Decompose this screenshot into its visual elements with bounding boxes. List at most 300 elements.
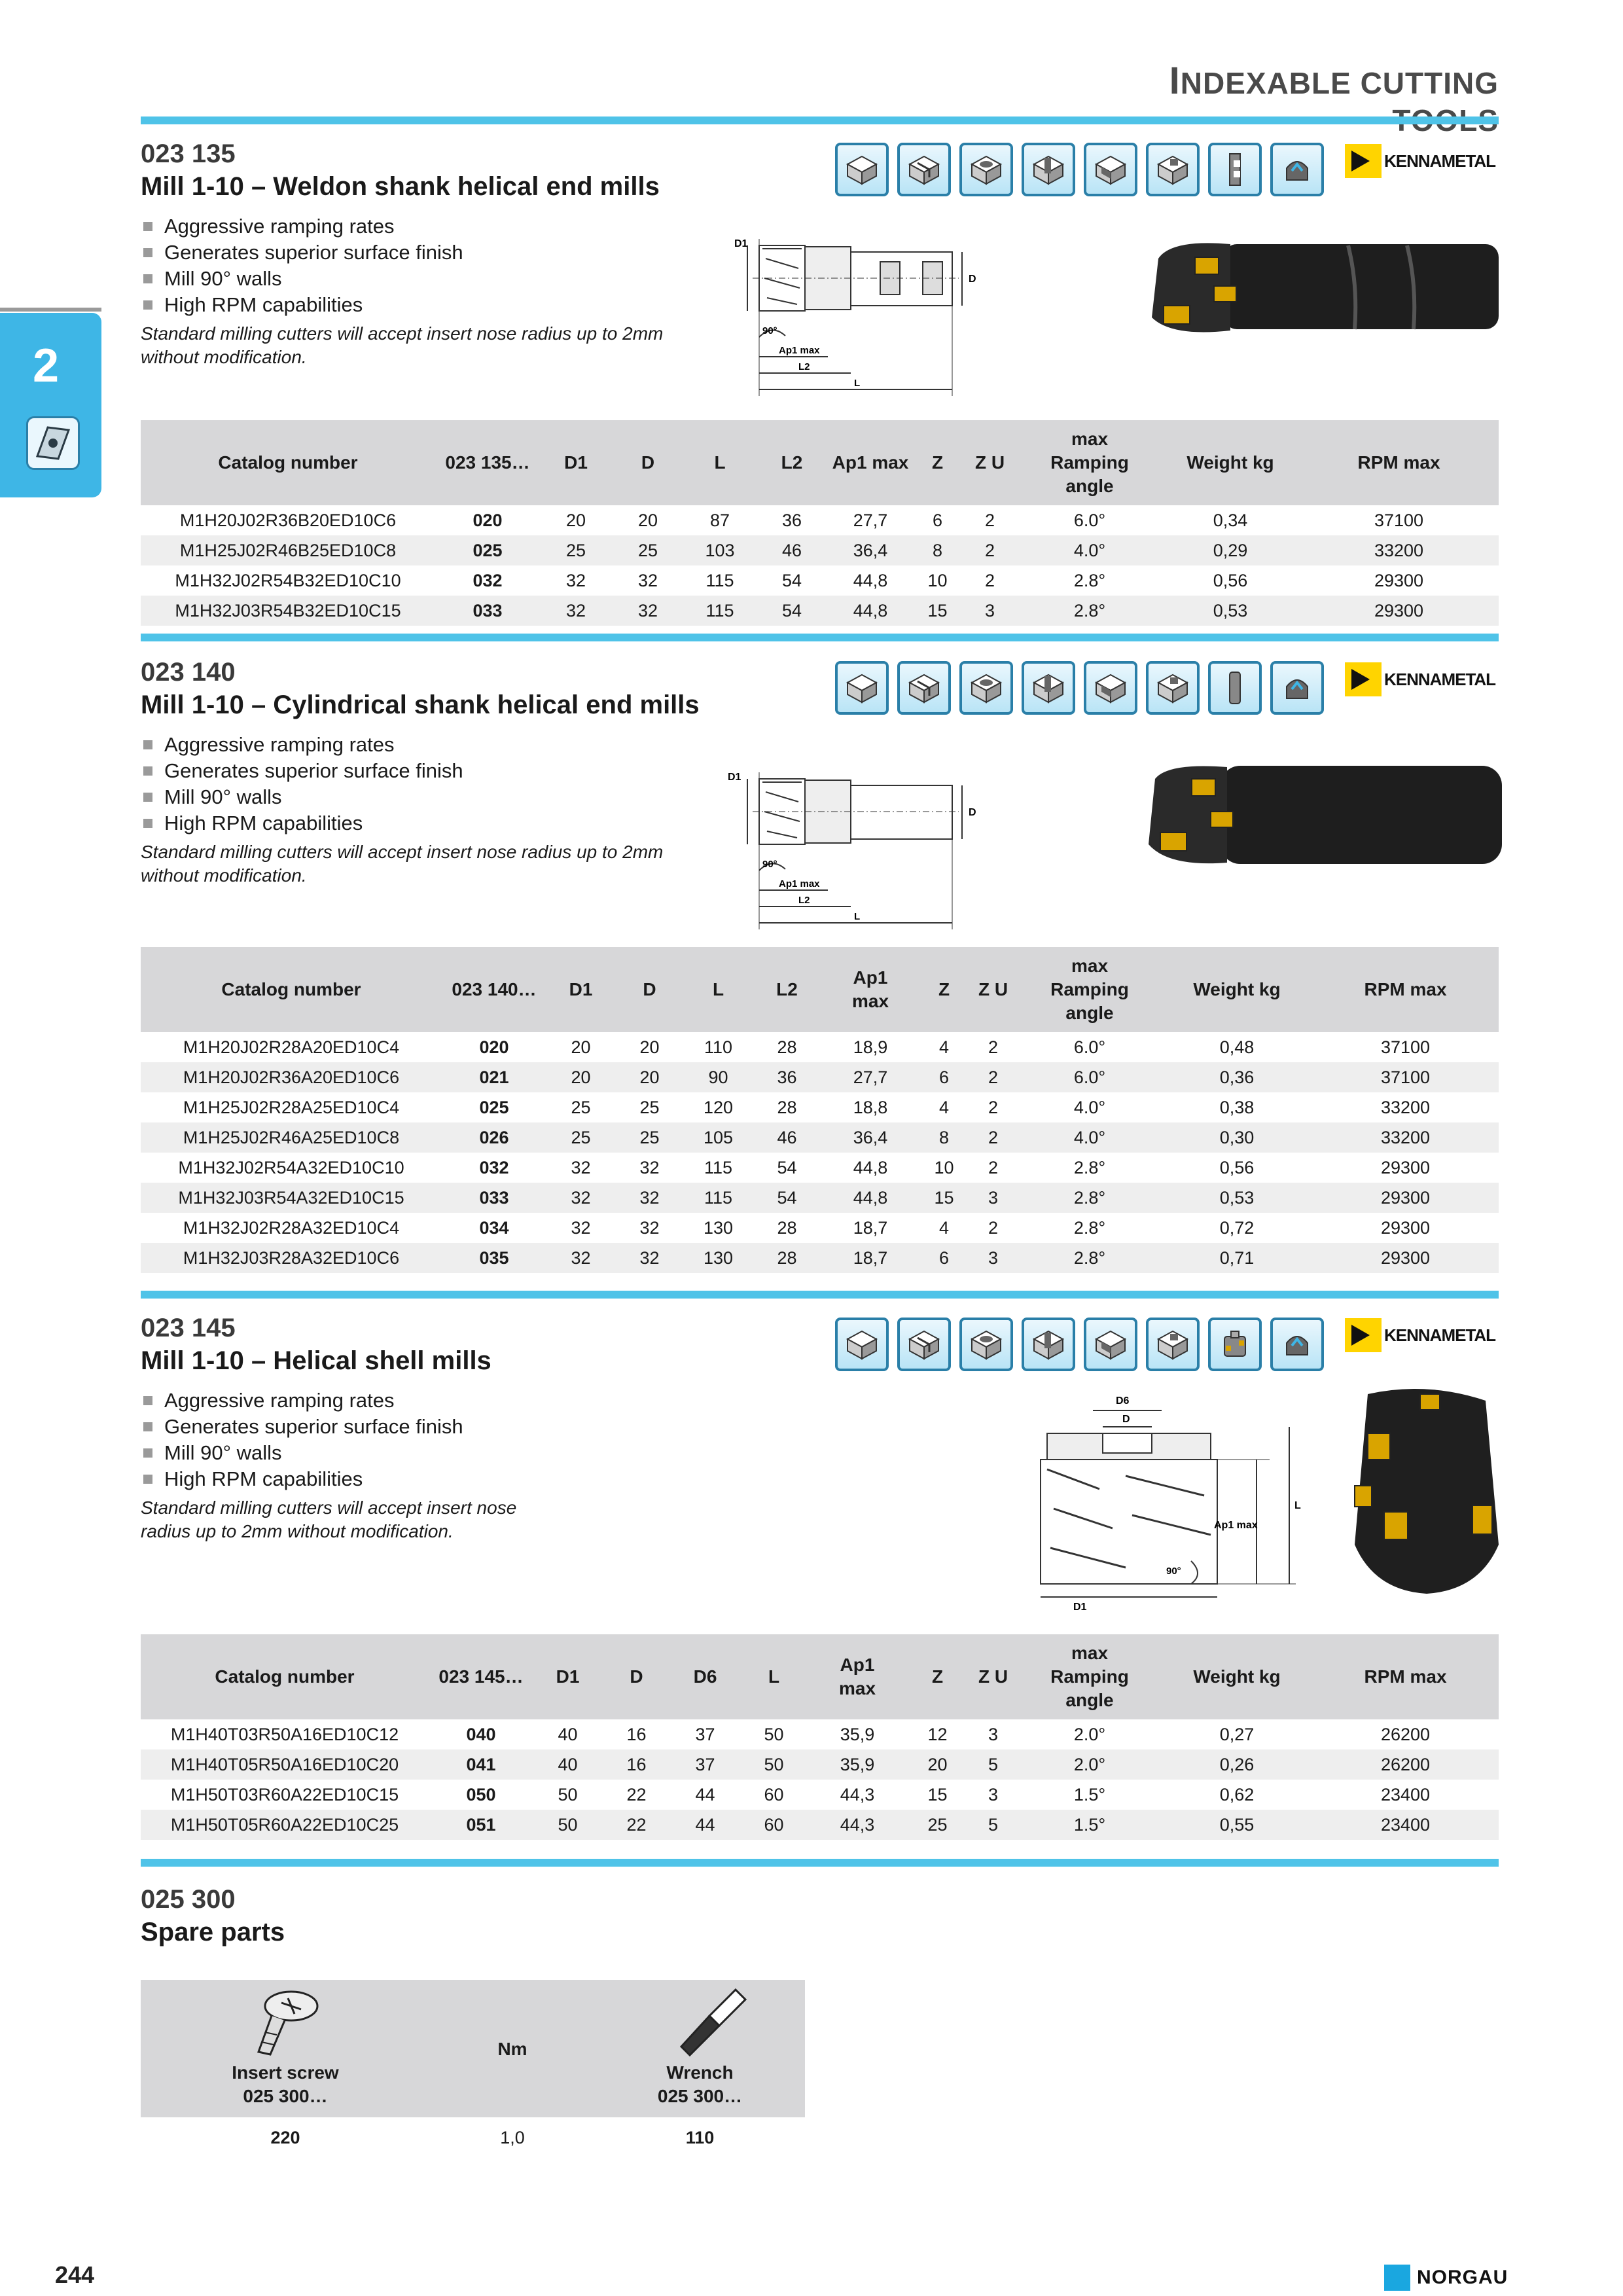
col-d: D [612, 420, 684, 505]
cell: 032 [473, 570, 503, 590]
cell: 44 [671, 1810, 740, 1840]
cell: M1H32J03R54A32ED10C15 [141, 1183, 442, 1213]
cell: 28 [777, 1217, 797, 1238]
operation-icons [835, 661, 1324, 715]
cell: 54 [756, 596, 828, 626]
col-code: 023 145… [429, 1634, 533, 1719]
cell: 0,55 [1162, 1810, 1312, 1840]
cell: 20 [546, 1062, 615, 1092]
cell: 025 [479, 1097, 509, 1117]
cell: M1H32J02R54B32ED10C10 [175, 570, 401, 590]
cell: 8 [919, 1122, 969, 1153]
label-d: D [969, 807, 976, 818]
cell: 25 [639, 1097, 660, 1117]
cell: M1H32J03R54B32ED10C15 [141, 596, 435, 626]
cell: 37100 [1374, 510, 1424, 530]
section-3-title: Mill 1-10 – Helical shell mills [141, 1346, 491, 1375]
cell: 32 [571, 1217, 591, 1238]
cell: 27,7 [821, 1062, 919, 1092]
label-l: L [854, 911, 861, 922]
cell: 15 [913, 596, 962, 626]
table-row [141, 596, 1499, 626]
cell: M1H50T05R60A22ED10C25 [141, 1810, 429, 1840]
section-2-bullets [141, 732, 463, 836]
col-d: D [615, 947, 684, 1032]
slotting-icon [1022, 661, 1075, 715]
cell: 20 [565, 510, 586, 530]
operation-icons [835, 1318, 1324, 1371]
cell: 2 [988, 1217, 999, 1238]
cell: M1H25J02R28A25ED10C4 [183, 1097, 400, 1117]
table-row [141, 1092, 1499, 1122]
cell: 27,7 [853, 510, 888, 530]
col-code: 023 135… [435, 420, 540, 505]
cell: 8 [913, 535, 962, 565]
cell: 46 [756, 535, 828, 565]
cell: 040 [466, 1724, 496, 1744]
cell: 2.8° [1018, 596, 1162, 626]
screw-icon [245, 1986, 324, 2058]
cell: 051 [429, 1810, 533, 1840]
cell: 28 [777, 1037, 797, 1057]
page-header [1106, 59, 1499, 138]
cell: 2.8° [1018, 1183, 1162, 1213]
cell: 32 [615, 1243, 684, 1273]
cell: 041 [429, 1749, 533, 1780]
cell: 36,4 [828, 535, 913, 565]
cell: 15 [927, 1784, 948, 1804]
brand-mark [1345, 144, 1382, 178]
cell: 44 [695, 1784, 715, 1804]
cell: 28 [777, 1097, 797, 1117]
cell: M1H50T03R60A22ED10C15 [170, 1784, 399, 1804]
cell: 20 [637, 510, 658, 530]
shoulder-milling-icon [1084, 143, 1137, 196]
col-d1: D1 [540, 420, 612, 505]
cell: M1H25J02R46B25ED10C8 [141, 535, 435, 565]
cell: 2 [984, 510, 995, 530]
cell: M1H32J03R28A32ED10C6 [141, 1243, 442, 1273]
cell: 22 [626, 1784, 647, 1804]
cell: 026 [442, 1122, 546, 1153]
cell: 103 [684, 535, 756, 565]
cell: 021 [442, 1062, 546, 1092]
cell: 0,34 [1213, 510, 1248, 530]
cell: 16 [602, 1749, 671, 1780]
cell: 35,9 [840, 1724, 875, 1744]
cell: 33200 [1380, 1097, 1431, 1117]
wrench-icon [673, 1983, 752, 2062]
wrench-label: Wrench [666, 2062, 734, 2083]
col-nm: Nm [430, 1980, 595, 2117]
section-3-table [141, 1634, 1499, 1840]
section-3-drawing [995, 1384, 1315, 1610]
cell: 4.0° [1073, 1097, 1106, 1117]
pocketing-icon [959, 143, 1013, 196]
cell: 29300 [1312, 1243, 1499, 1273]
section-1-drawing [733, 232, 1080, 403]
cell: 29300 [1380, 1217, 1431, 1238]
cell: 54 [781, 570, 802, 590]
cell: 44,8 [853, 1157, 888, 1177]
cell: 44,3 [840, 1784, 875, 1804]
cell: 18,9 [853, 1037, 888, 1057]
col-catalog: Catalog number [141, 420, 435, 505]
table-row [141, 1032, 1499, 1062]
cell: 29300 [1374, 570, 1424, 590]
cell: 4.0° [1018, 535, 1162, 565]
col-weight: Weight kg [1162, 1634, 1312, 1719]
cell: 1,0 [500, 2127, 525, 2147]
cell: 22 [602, 1810, 671, 1840]
cell: M1H25J02R46A25ED10C8 [141, 1122, 442, 1153]
col-l2: L2 [756, 420, 828, 505]
shoulder-milling-icon [1084, 1318, 1137, 1371]
cell: 032 [479, 1157, 509, 1177]
section-3-note [141, 1496, 516, 1543]
cell: 25 [571, 1097, 591, 1117]
cell: 18,7 [853, 1217, 888, 1238]
cell: 6.0° [1073, 1037, 1106, 1057]
section-2-photo [1129, 759, 1505, 870]
col-ramping: max Ramping angle [1018, 947, 1162, 1032]
insert-screw-code: 025 300… [243, 2086, 328, 2106]
bullet: Mill 90° walls [141, 1440, 463, 1466]
cell: 0,56 [1213, 570, 1248, 590]
cell: 033 [435, 596, 540, 626]
shell-mill-icon [1208, 1318, 1262, 1371]
chapter-number: 2 [33, 340, 60, 392]
label-d1: D1 [728, 772, 741, 783]
col-wrench [595, 1980, 805, 2117]
pocketing-icon [959, 1318, 1013, 1371]
cell: 32 [639, 1217, 660, 1238]
cell: 130 [703, 1217, 734, 1238]
cell: 6 [919, 1062, 969, 1092]
cell: 25 [906, 1810, 969, 1840]
bullet: Mill 90° walls [141, 266, 463, 292]
cell: 115 [704, 1157, 733, 1177]
cell: 130 [684, 1243, 753, 1273]
ramping-icon [897, 661, 951, 715]
operation-icons [835, 143, 1324, 196]
cell: 25 [615, 1122, 684, 1153]
brand-text: KENNAMETAL [1384, 151, 1496, 171]
col-weight: Weight kg [1162, 420, 1299, 505]
cell: 6 [919, 1243, 969, 1273]
table-row [141, 1183, 1499, 1213]
note-line: Standard milling cutters will accept insert nose radius up to 2mm [141, 842, 664, 862]
slotting-icon [1022, 1318, 1075, 1371]
cell: 20 [615, 1062, 684, 1092]
bullet: High RPM capabilities [141, 292, 463, 318]
brand-mark [1345, 1318, 1382, 1352]
cell: M1H40T05R50A16ED10C20 [141, 1749, 429, 1780]
table-row [141, 1749, 1499, 1780]
cell: M1H32J02R54A32ED10C10 [178, 1157, 404, 1177]
footer-brand [1384, 2265, 1508, 2291]
col-z: Z [919, 947, 969, 1032]
col-l2: L2 [753, 947, 821, 1032]
section-1-bullets [141, 213, 463, 318]
col-l: L [740, 1634, 808, 1719]
table-row [141, 1719, 1499, 1749]
cell: 020 [473, 510, 503, 530]
cell: 120 [703, 1097, 734, 1117]
cell: 1.5° [1018, 1810, 1162, 1840]
brand-text: KENNAMETAL [1384, 669, 1496, 689]
cell: 2 [969, 1062, 1018, 1092]
cell: 4 [938, 1097, 950, 1117]
cell: 50 [558, 1784, 578, 1804]
bullet: Mill 90° walls [141, 784, 463, 810]
cell: 0,26 [1162, 1749, 1312, 1780]
cell: M1H20J02R28A20ED10C4 [183, 1037, 400, 1057]
cell: 12 [927, 1724, 948, 1744]
weldon-shank-icon [1208, 143, 1262, 196]
cell: 32 [612, 596, 684, 626]
cell: 90 [684, 1062, 753, 1092]
cell: 6.0° [1018, 1062, 1162, 1092]
coolant-icon [1270, 1318, 1324, 1371]
label-l: L [1294, 1500, 1301, 1511]
label-d6: D6 [1116, 1395, 1130, 1407]
col-ap1: Ap1 max [828, 420, 913, 505]
cell: 110 [685, 2127, 715, 2147]
cell: 54 [777, 1157, 797, 1177]
cell: 36,4 [821, 1122, 919, 1153]
col-weight: Weight kg [1162, 947, 1312, 1032]
pocketing-icon [959, 661, 1013, 715]
cell: 50 [740, 1749, 808, 1780]
cell: 32 [565, 570, 586, 590]
cell: 220 [270, 2127, 300, 2147]
cell: 37100 [1380, 1037, 1431, 1057]
cell: 25 [546, 1122, 615, 1153]
section-3-code: 023 145 [141, 1314, 236, 1342]
ramping-icon [897, 1318, 951, 1371]
table-row [141, 505, 1499, 535]
brand-square-icon [1384, 2265, 1410, 2291]
cell: 0,71 [1162, 1243, 1312, 1273]
col-zu: Z U [969, 947, 1018, 1032]
table-row [141, 565, 1499, 596]
cell: 0,36 [1162, 1062, 1312, 1092]
cell: 20 [639, 1037, 660, 1057]
cell: 44,3 [808, 1810, 906, 1840]
col-rpm: RPM max [1312, 1634, 1499, 1719]
col-catalog: Catalog number [141, 947, 442, 1032]
cell: 033 [442, 1183, 546, 1213]
profiling-icon [1146, 1318, 1200, 1371]
section-2-title: Mill 1-10 – Cylindrical shank helical end mills [141, 691, 700, 719]
ramping-icon [897, 143, 951, 196]
cell: 0,48 [1219, 1037, 1255, 1057]
section-1-photo [1132, 232, 1505, 344]
cell: 115 [705, 570, 734, 590]
cell: 23400 [1312, 1810, 1499, 1840]
cell: 2 [988, 1037, 999, 1057]
chapter-tab[interactable] [0, 313, 101, 497]
table-row [141, 1780, 1499, 1810]
section-2-rule [141, 634, 1499, 641]
label-l: L [854, 378, 861, 389]
note-line: Standard milling cutters will accept insert nose radius up to 2mm [141, 323, 664, 344]
cell: 32 [637, 570, 658, 590]
bullet: Aggressive ramping rates [141, 1388, 463, 1414]
profiling-icon [1146, 661, 1200, 715]
spare-code: 025 300 [141, 1885, 236, 1914]
cell: 0,62 [1219, 1784, 1255, 1804]
cell: 20 [906, 1749, 969, 1780]
profiling-icon [1146, 143, 1200, 196]
section-1-title: Mill 1-10 – Weldon shank helical end mills [141, 172, 660, 201]
table-row [141, 2117, 805, 2158]
cell: 29300 [1299, 596, 1499, 626]
face-milling-icon [835, 143, 889, 196]
col-z: Z [913, 420, 962, 505]
cell: 44,8 [853, 570, 888, 590]
cell: 32 [540, 596, 612, 626]
col-d6: D6 [671, 1634, 740, 1719]
face-milling-icon [835, 1318, 889, 1371]
cell: 16 [626, 1724, 647, 1744]
cell: 115 [684, 1183, 753, 1213]
face-milling-icon [835, 661, 889, 715]
cell: 4 [938, 1037, 950, 1057]
cell: 26200 [1312, 1749, 1499, 1780]
cell: 6.0° [1073, 510, 1106, 530]
label-d1: D1 [1073, 1602, 1087, 1610]
col-zu: Z U [962, 420, 1018, 505]
cell: 1.5° [1073, 1784, 1106, 1804]
cell: 33200 [1299, 535, 1499, 565]
cell: 10 [927, 570, 948, 590]
table-row [141, 1153, 1499, 1183]
label-angle: 90° [762, 859, 777, 870]
cell: 3 [969, 1243, 1018, 1273]
cell: 33200 [1312, 1122, 1499, 1153]
col-d1: D1 [546, 947, 615, 1032]
cell: M1H40T03R50A16ED10C12 [170, 1724, 399, 1744]
cell: 40 [533, 1749, 602, 1780]
spare-rule [141, 1859, 1499, 1867]
cell: 0,53 [1162, 1183, 1312, 1213]
cell: 37 [695, 1724, 715, 1744]
cell: 050 [466, 1784, 496, 1804]
cell: 0,29 [1162, 535, 1299, 565]
col-ap1: Ap1 max [821, 947, 919, 1032]
col-zu: Z U [969, 1634, 1018, 1719]
cell: 36 [753, 1062, 821, 1092]
section-3-bullets [141, 1388, 463, 1492]
col-ramping: max Ramping angle [1018, 1634, 1162, 1719]
cell: 10 [934, 1157, 954, 1177]
col-l: L [684, 947, 753, 1032]
label-d: D [969, 274, 976, 285]
bullet: High RPM capabilities [141, 810, 463, 836]
cylindrical-shank-icon [1208, 661, 1262, 715]
cell: 2.8° [1018, 1243, 1162, 1273]
col-d1: D1 [533, 1634, 602, 1719]
cell: 32 [615, 1183, 684, 1213]
cell: 0,38 [1219, 1097, 1255, 1117]
cell: 32 [546, 1183, 615, 1213]
header-rest: NDEXABLE CUTTING [1180, 66, 1499, 100]
note-line: without modification. [141, 347, 307, 367]
cell: 020 [479, 1037, 509, 1057]
footer-brand-text: NORGAU [1417, 2267, 1508, 2288]
cell: 0,27 [1219, 1724, 1255, 1744]
cell: 0,53 [1162, 596, 1299, 626]
section-2-code: 023 140 [141, 658, 236, 687]
cell: 2.8° [1073, 1157, 1106, 1177]
cell: 32 [571, 1157, 591, 1177]
coolant-icon [1270, 143, 1324, 196]
cell: 2 [962, 535, 1018, 565]
cell: 32 [546, 1243, 615, 1273]
cell: 115 [684, 596, 756, 626]
section-1-code: 023 135 [141, 139, 236, 168]
cell: 25 [612, 535, 684, 565]
cell: 60 [764, 1784, 784, 1804]
bullet: Generates superior surface finish [141, 758, 463, 784]
cell: 034 [479, 1217, 509, 1238]
cell: 23400 [1380, 1784, 1431, 1804]
cell: 18,8 [853, 1097, 888, 1117]
label-ap1: Ap1 max [779, 878, 820, 889]
cell: 25 [540, 535, 612, 565]
cell: 29300 [1312, 1183, 1499, 1213]
cell: 50 [764, 1724, 784, 1744]
table-row [141, 1243, 1499, 1273]
cell: M1H20J02R36A20ED10C6 [141, 1062, 442, 1092]
label-l2: L2 [798, 361, 810, 372]
section-2-note [141, 840, 663, 888]
cell: M1H32J02R28A32ED10C4 [183, 1217, 400, 1238]
brand-text: KENNAMETAL [1384, 1325, 1496, 1345]
cell: 54 [753, 1183, 821, 1213]
cell: M1H20J02R36B20ED10C6 [179, 510, 397, 530]
side-line [0, 308, 101, 312]
cell: 0,72 [1219, 1217, 1255, 1238]
cell: 5 [969, 1810, 1018, 1840]
cell: 0,30 [1162, 1122, 1312, 1153]
col-z: Z [906, 1634, 969, 1719]
cell: 2 [988, 1157, 999, 1177]
cell: 15 [919, 1183, 969, 1213]
cell: 3 [969, 1183, 1018, 1213]
cell: 35,9 [808, 1749, 906, 1780]
cell: 32 [639, 1157, 660, 1177]
cell: 4 [938, 1217, 950, 1238]
cell: 26200 [1380, 1724, 1431, 1744]
insert-screw-label: Insert screw [232, 2062, 339, 2083]
insert-icon [26, 416, 80, 470]
cell: 2.0° [1018, 1749, 1162, 1780]
brand-logo [1345, 660, 1499, 699]
note-line: without modification. [141, 865, 307, 886]
bullet: Aggressive ramping rates [141, 213, 463, 240]
wrench-code: 025 300… [657, 2086, 743, 2106]
slotting-icon [1022, 143, 1075, 196]
cell: 2.8° [1073, 1217, 1106, 1238]
cell: 37 [671, 1749, 740, 1780]
cell: 44,8 [828, 596, 913, 626]
col-d: D [602, 1634, 671, 1719]
label-d1: D1 [734, 238, 748, 249]
cell: 0,56 [1219, 1157, 1255, 1177]
